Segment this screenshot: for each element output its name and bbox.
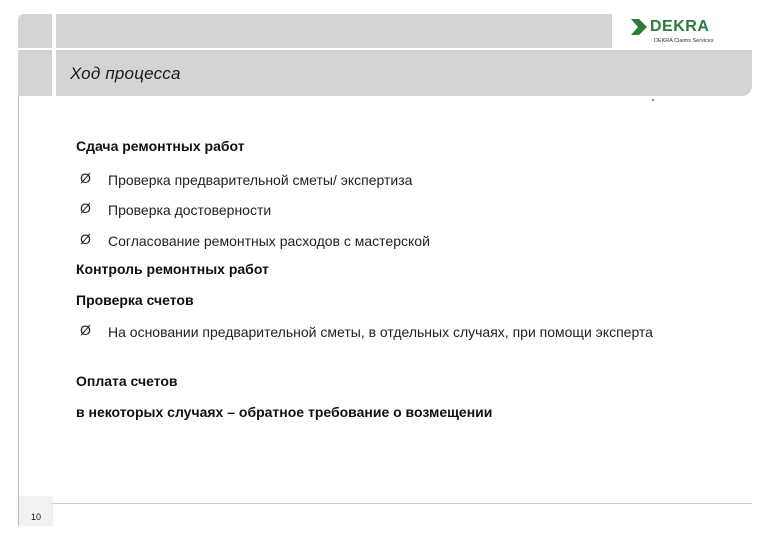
bullet-text: Согласование ремонтных расходов с мастерской <box>108 233 430 249</box>
footer-line <box>52 503 752 504</box>
frame-left-line <box>18 96 19 526</box>
dekra-logo <box>630 16 750 50</box>
logo-subtitle: DEKRA Claims Services <box>654 38 714 44</box>
heading-repair-control: Контроль ремонтных работ <box>76 261 269 277</box>
page-number: 10 <box>31 512 42 522</box>
bullet-arrow-icon: Ø <box>80 322 91 338</box>
title-box-left <box>18 50 52 96</box>
heading-repair-handover: Сдача ремонтных работ <box>76 138 245 154</box>
bullet-arrow-icon: Ø <box>80 231 91 247</box>
dekra-arrow-icon <box>630 18 648 36</box>
divider-dot <box>652 99 654 101</box>
bullet-arrow-icon: Ø <box>80 170 91 186</box>
logo-word: DEKRA <box>650 18 710 35</box>
bullet-text: Проверка предварительной сметы/ экспертиза <box>108 172 413 188</box>
bullet-text: Проверка достоверности <box>108 202 272 218</box>
bullet-text: На основании предварительной сметы, в отдельных случаях, при помощи эксперта <box>108 324 653 340</box>
page-title: Ход процесса <box>70 64 181 83</box>
bullet-arrow-icon: Ø <box>80 200 91 216</box>
header-bar <box>56 14 612 48</box>
heading-invoice-payment: Оплата счетов <box>76 373 178 389</box>
heading-recourse: в некоторых случаях – обратное требование о возмещении <box>76 404 493 420</box>
heading-invoice-check: Проверка счетов <box>76 292 194 308</box>
frame-corner-top-left <box>18 14 52 48</box>
